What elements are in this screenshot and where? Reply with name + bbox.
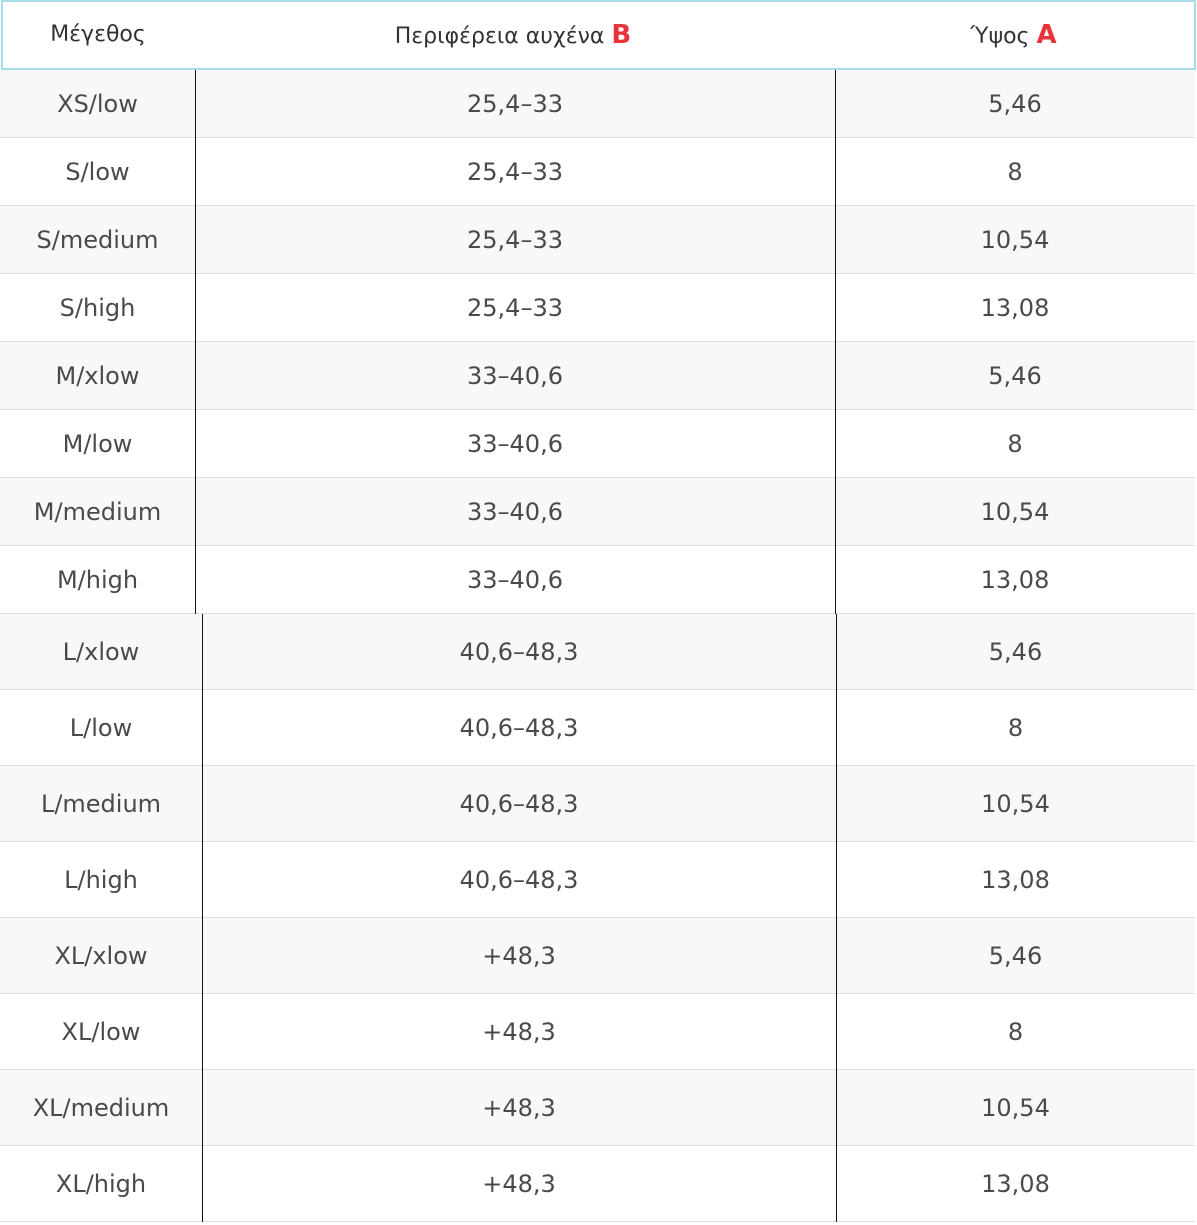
cell-height: 8 bbox=[1007, 429, 1023, 458]
table-row bbox=[0, 546, 1195, 614]
cell-height: 13,08 bbox=[980, 565, 1050, 594]
header-height-label: Ύψος bbox=[970, 24, 1030, 49]
cell-size: S/high bbox=[59, 293, 136, 322]
table-row bbox=[0, 206, 1195, 274]
table-row bbox=[0, 138, 1195, 206]
cell-neck: 33–40,6 bbox=[467, 429, 563, 458]
cell-size: S/low bbox=[65, 157, 130, 186]
column-divider bbox=[836, 994, 837, 1070]
column-divider bbox=[202, 994, 203, 1070]
cell-neck: 25,4–33 bbox=[467, 89, 563, 118]
cell-neck: 40,6–48,3 bbox=[459, 713, 579, 742]
column-divider bbox=[195, 410, 196, 478]
column-divider bbox=[202, 842, 203, 918]
column-divider bbox=[195, 138, 196, 206]
cell-height: 13,08 bbox=[980, 293, 1050, 322]
cell-height: 13,08 bbox=[981, 865, 1050, 894]
cell-height: 5,46 bbox=[988, 941, 1043, 970]
table-row bbox=[0, 1146, 1195, 1222]
cell-neck: 40,6–48,3 bbox=[459, 637, 579, 666]
column-divider bbox=[195, 274, 196, 342]
table-row bbox=[0, 478, 1195, 546]
header-neck-letter: B bbox=[611, 20, 632, 50]
cell-size: M/high bbox=[56, 565, 139, 594]
cell-neck: 33–40,6 bbox=[467, 565, 563, 594]
column-divider bbox=[836, 1146, 837, 1222]
cell-height: 8 bbox=[1007, 1017, 1024, 1046]
cell-height: 5,46 bbox=[988, 361, 1042, 390]
column-divider bbox=[202, 1146, 203, 1222]
cell-neck: 40,6–48,3 bbox=[459, 865, 579, 894]
cell-size: M/xlow bbox=[55, 361, 140, 390]
header-neck-label: Περιφέρεια αυχένα bbox=[394, 24, 605, 49]
column-divider bbox=[202, 614, 203, 690]
column-divider bbox=[835, 342, 836, 410]
cell-neck: +48,3 bbox=[482, 941, 556, 970]
column-divider bbox=[836, 1070, 837, 1146]
table-row bbox=[0, 766, 1195, 842]
column-divider bbox=[202, 766, 203, 842]
cell-size: XL/low bbox=[61, 1017, 141, 1046]
cell-height: 10,54 bbox=[981, 789, 1050, 818]
table-row bbox=[0, 918, 1195, 994]
column-divider bbox=[195, 342, 196, 410]
table-header bbox=[1, 0, 1196, 70]
header-height bbox=[833, 2, 1194, 68]
cell-size: L/low bbox=[69, 713, 133, 742]
table-row bbox=[0, 1070, 1195, 1146]
table-row bbox=[0, 690, 1195, 766]
cell-neck: 33–40,6 bbox=[467, 361, 563, 390]
table-row bbox=[0, 274, 1195, 342]
cell-size: L/high bbox=[64, 865, 138, 894]
column-divider bbox=[835, 206, 836, 274]
table-row bbox=[0, 70, 1195, 138]
cell-neck: 25,4–33 bbox=[467, 157, 563, 186]
cell-size: S/medium bbox=[36, 225, 159, 254]
cell-size: XS/low bbox=[57, 89, 138, 118]
cell-height: 13,08 bbox=[981, 1169, 1050, 1198]
column-divider bbox=[835, 70, 836, 138]
column-divider bbox=[836, 614, 837, 690]
cell-size: XL/medium bbox=[32, 1093, 170, 1122]
cell-height: 10,54 bbox=[980, 225, 1050, 254]
cell-neck: +48,3 bbox=[482, 1093, 556, 1122]
column-divider bbox=[835, 410, 836, 478]
column-divider bbox=[202, 690, 203, 766]
column-divider bbox=[195, 70, 196, 138]
column-divider bbox=[202, 918, 203, 994]
cell-neck: 25,4–33 bbox=[467, 293, 563, 322]
column-divider bbox=[195, 478, 196, 546]
header-size-label: Μέγεθος bbox=[50, 22, 146, 47]
cell-size: M/medium bbox=[33, 497, 162, 526]
column-divider bbox=[835, 478, 836, 546]
column-divider bbox=[836, 690, 837, 766]
column-divider bbox=[202, 1070, 203, 1146]
cell-neck: 40,6–48,3 bbox=[459, 789, 579, 818]
cell-size: M/low bbox=[62, 429, 133, 458]
table-row bbox=[0, 994, 1195, 1070]
cell-height: 8 bbox=[1007, 713, 1024, 742]
column-divider bbox=[195, 206, 196, 274]
header-size bbox=[3, 2, 193, 68]
cell-neck: 25,4–33 bbox=[467, 225, 563, 254]
column-divider bbox=[195, 546, 196, 614]
table-row bbox=[0, 410, 1195, 478]
cell-height: 10,54 bbox=[980, 497, 1050, 526]
cell-height: 10,54 bbox=[981, 1093, 1050, 1122]
cell-height: 5,46 bbox=[988, 637, 1043, 666]
cell-neck: +48,3 bbox=[482, 1017, 556, 1046]
cell-height: 5,46 bbox=[988, 89, 1042, 118]
header-height-letter: A bbox=[1036, 20, 1057, 50]
column-divider bbox=[836, 842, 837, 918]
cell-size: XL/high bbox=[55, 1169, 147, 1198]
table-row bbox=[0, 614, 1195, 690]
cell-neck: 33–40,6 bbox=[467, 497, 563, 526]
table-row bbox=[0, 842, 1195, 918]
table-row bbox=[0, 342, 1195, 410]
column-divider bbox=[835, 138, 836, 206]
cell-height: 8 bbox=[1007, 157, 1023, 186]
header-neck bbox=[193, 2, 833, 68]
cell-size: L/medium bbox=[40, 789, 162, 818]
column-divider bbox=[836, 766, 837, 842]
cell-size: XL/xlow bbox=[54, 941, 148, 970]
column-divider bbox=[836, 918, 837, 994]
cell-size: L/xlow bbox=[62, 637, 140, 666]
cell-neck: +48,3 bbox=[482, 1169, 556, 1198]
column-divider bbox=[835, 274, 836, 342]
column-divider bbox=[835, 546, 836, 614]
